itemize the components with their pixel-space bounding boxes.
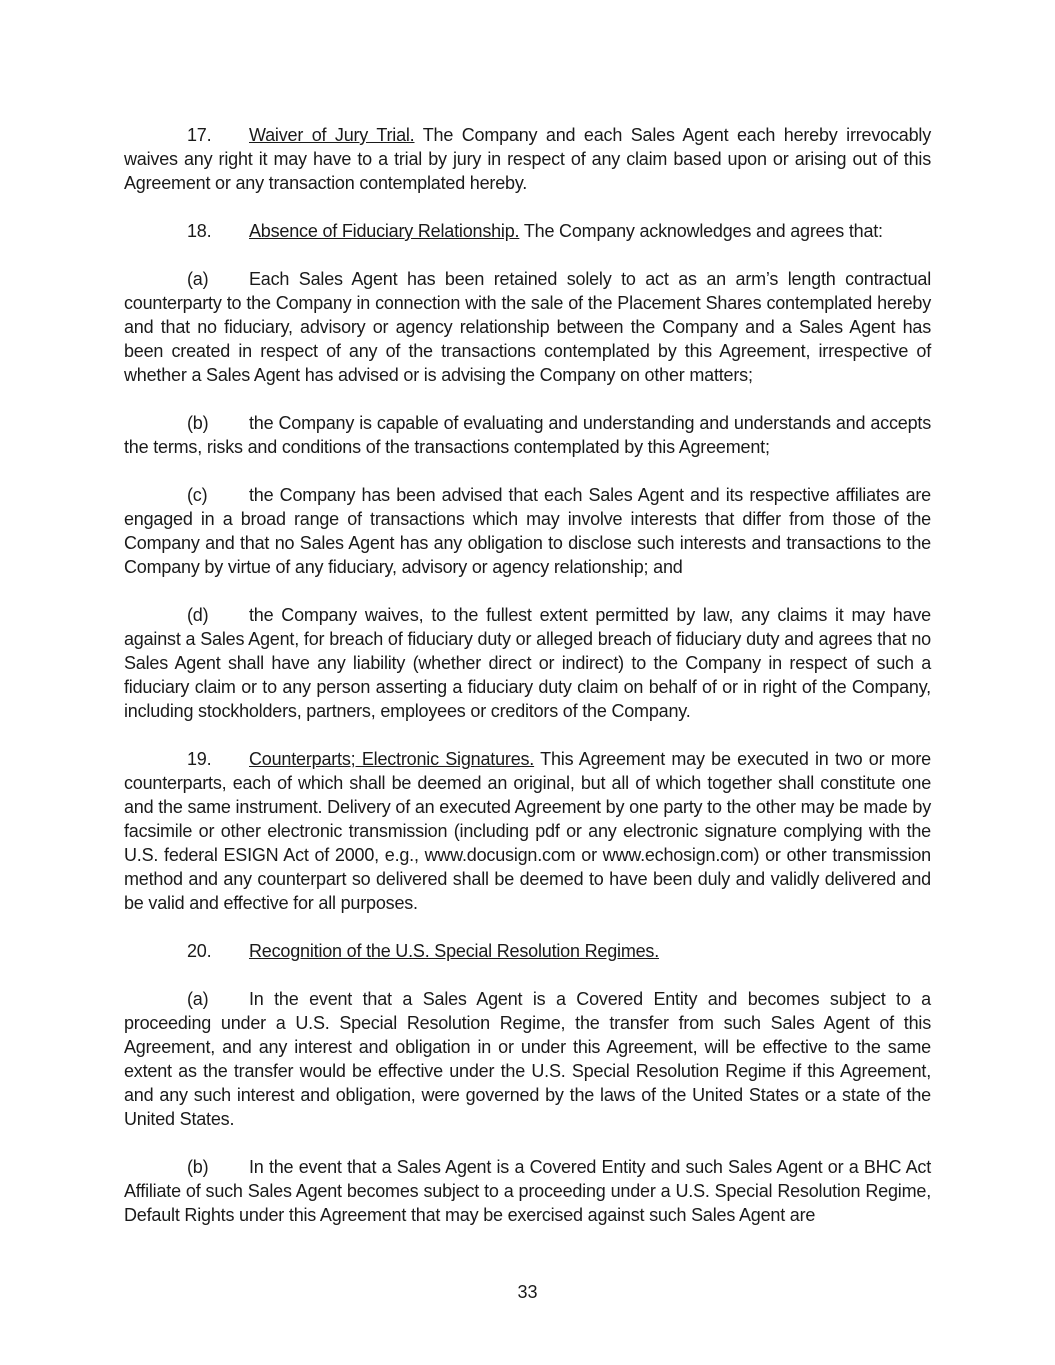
item-label: (d) <box>187 605 209 625</box>
section-text: The Company and each Sales Agent each hereby irrevocably waives any right it may have to a trial by jury in respect of any claim based upon or arising out of this Agreement or any transaction contemplated hereby. <box>124 125 931 193</box>
section-17 <box>124 123 931 195</box>
item-text: the Company is capable of evaluating and understanding and understands and accepts the terms, risks and conditions of the transactions contemplated by this Agreement; <box>124 413 931 457</box>
page-number: 33 <box>517 1282 538 1302</box>
document-page <box>124 123 931 1251</box>
section-heading: Counterparts; Electronic Signatures. <box>249 749 535 769</box>
section-19 <box>124 747 931 915</box>
item-label: (a) <box>187 269 209 289</box>
item-label: (c) <box>187 485 208 505</box>
section-text: This Agreement may be executed in two or more counterparts, each of which shall be deemed an original, but all of which together shall constitute one and the same instrument. Delivery of an executed Agreement by one party to the other may be made by facsimile or other electronic transmission (including pdf or any electronic signature complying with the U.S. federal ESIGN Act of 2000, e.g., www.docusign.com or www.echosign.com) or other transmission method and any counterpart so delivered shall be deemed to have been duly and validly delivered and be valid and effective for all purposes. <box>124 749 931 913</box>
section-number: 20. <box>187 941 212 961</box>
item-label: (a) <box>187 989 209 1009</box>
section-heading: Waiver of Jury Trial. <box>249 125 415 145</box>
section-20-item-a <box>124 987 931 1131</box>
section-18 <box>124 219 931 243</box>
section-20-item-b <box>124 1155 931 1227</box>
section-18-item-a <box>124 267 931 387</box>
section-heading: Absence of Fiduciary Relationship. <box>249 221 520 241</box>
item-text: Each Sales Agent has been retained solely to act as an arm’s length contractual counterparty to the Company in connection with the sale of the Placement Shares contemplated hereby and that no fiduciary, advisory or agency relationship between the Company and a Sales Agent has been created in respect of any of the transactions contemplated by this Agreement, irrespective of whether a Sales Agent has advised or is advising the Company on other matters; <box>124 269 931 385</box>
item-text: In the event that a Sales Agent is a Covered Entity and such Sales Agent or a BHC Act Affiliate of such Sales Agent becomes subject to a proceeding under a U.S. Special Resolution Regime, Default Rights under this Agreement that may be exercised against such Sales Agent are <box>124 1157 931 1225</box>
section-heading: Recognition of the U.S. Special Resolution Regimes. <box>249 941 660 961</box>
section-text: The Company acknowledges and agrees that: <box>519 221 883 241</box>
section-18-item-c <box>124 483 931 579</box>
section-20 <box>124 939 931 963</box>
item-text: the Company waives, to the fullest extent permitted by law, any claims it may have against a Sales Agent, for breach of fiduciary duty or alleged breach of fiduciary duty and agrees that no Sales Agent shall have any liability (whether direct or indirect) to the Company in respect of such a fiduciary claim or to any person asserting a fiduciary duty claim on behalf of or in right of the Company, including stockholders, partners, employees or creditors of the Company. <box>124 605 931 721</box>
section-18-item-d <box>124 603 931 723</box>
item-label: (b) <box>187 413 209 433</box>
item-text: In the event that a Sales Agent is a Covered Entity and becomes subject to a proceeding under a U.S. Special Resolution Regime, the transfer from such Sales Agent of this Agreement, and any interest and obligation in or under this Agreement, will be effective to the same extent as the transfer would be effective under the U.S. Special Resolution Regime if this Agreement, and any such interest and obligation, were governed by the laws of the United States or a state of the United States. <box>124 989 931 1129</box>
section-number: 17. <box>187 125 212 145</box>
section-18-item-b <box>124 411 931 459</box>
item-text: the Company has been advised that each Sales Agent and its respective affiliates are engaged in a broad range of transactions which may involve interests that differ from those of the Company and that no Sales Agent has any obligation to disclose such interests and transactions to the Company by virtue of any fiduciary, advisory or agency relationship; and <box>124 485 931 577</box>
section-number: 18. <box>187 221 212 241</box>
section-number: 19. <box>187 749 212 769</box>
item-label: (b) <box>187 1157 209 1177</box>
